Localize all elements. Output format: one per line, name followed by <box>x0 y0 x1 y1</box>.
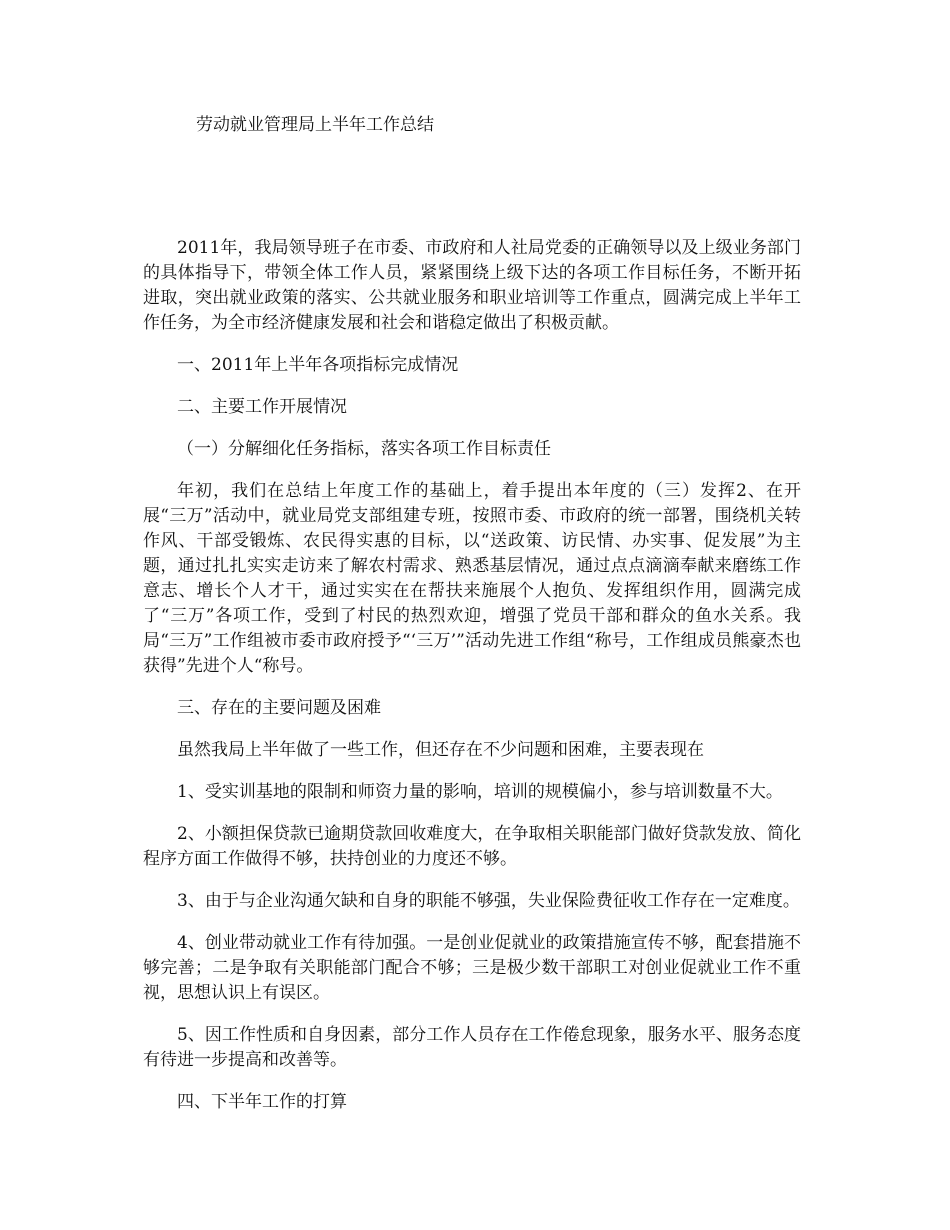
section-heading-2: 二、主要工作开展情况 <box>177 397 347 417</box>
section-heading-4: 四、下半年工作的打算 <box>177 1092 347 1112</box>
document-body <box>143 236 801 1132</box>
document-title: 劳动就业管理局上半年工作总结 <box>196 115 434 135</box>
problem-item-4: 4、创业带动就业工作有待加强。一是创业促就业的政策措施宣传不够，配套措施不够完善；二是争取有关职能部门配合不够；三是极少数干部职工对创业促就业工作不重视，思想认识上有误区。 <box>143 933 801 1003</box>
problem-item-2: 2、小额担保贷款已逾期贷款回收难度大，在争取相关职能部门做好贷款发放、简化程序方面工作做得不够，扶持创业的力度还不够。 <box>143 824 801 869</box>
problem-item-3: 3、由于与企业沟通欠缺和自身的职能不够强，失业保险费征收工作存在一定难度。 <box>177 891 800 911</box>
subsection-heading-1: （一）分解细化任务指标，落实各项工作目标责任 <box>177 439 551 459</box>
problem-item-5: 5、因工作性质和自身因素，部分工作人员存在工作倦怠现象，服务水平、服务态度有待进一步提高和改善等。 <box>143 1025 801 1070</box>
paragraph-problems-intro: 虽然我局上半年做了一些工作，但还存在不少问题和困难，主要表现在 <box>177 740 704 760</box>
section-heading-1: 一、2011年上半年各项指标完成情况 <box>177 355 459 375</box>
paragraph-work-details: 年初，我们在总结上年度工作的基础上，着手提出本年度的（三）发挥2、在开展“三万”活动中，就业局党支部组建专班，按照市委、市政府的统一部署，围绕机关转作风、干部受锻炼、农民得实惠的目标，以“送政策、访民情、办实事、促发展”为主题，通过扎扎实实走访来了解农村需求、熟悉基层情况，通过点点滴滴奉献来磨练工作意志、增长个人才干，通过实实在在帮扶来施展个人抱负、发挥组织作用，圆满完成了“三万”各项工作，受到了村民的热烈欢迎，增强了党员干部和群众的鱼水关系。我局“三万”工作组被市委市政府授予“‘三万’”活动先进工作组“称号，工作组成员熊豪杰也获得”先进个人“称号。 <box>143 481 801 676</box>
section-heading-3: 三、存在的主要问题及困难 <box>177 698 381 718</box>
problem-item-1: 1、受实训基地的限制和师资力量的影响，培训的规模偏小，参与培训数量不大。 <box>177 782 783 802</box>
paragraph-intro: 2011年，我局领导班子在市委、市政府和人社局党委的正确领导以及上级业务部门的具体指导下，带领全体工作人员，紧紧围绕上级下达的各项工作目标任务，不断开拓进取，突出就业政策的落实、公共就业服务和职业培训等工作重点，圆满完成上半年工作任务，为全市经济健康发展和社会和谐稳定做出了积极贡献。 <box>143 238 801 333</box>
